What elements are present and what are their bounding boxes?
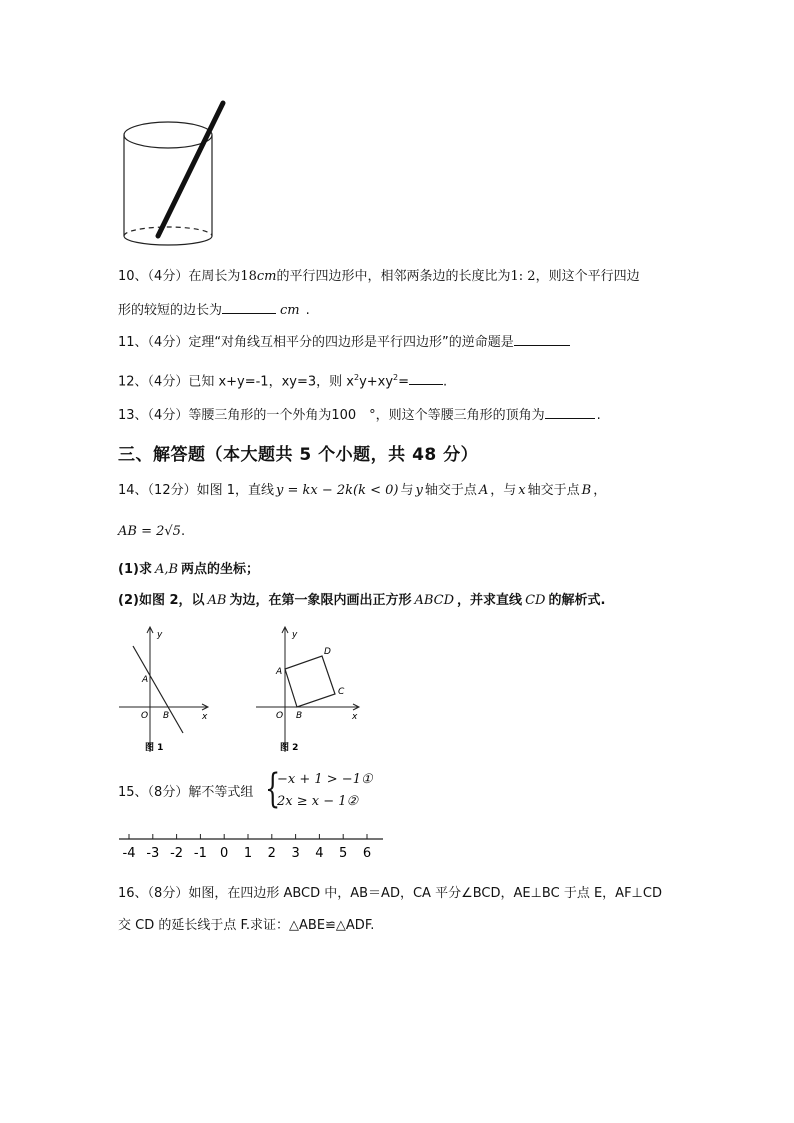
q14-part2-cd: CD bbox=[525, 593, 546, 608]
cylinder-straw-figure bbox=[112, 95, 232, 255]
number-line-label: 3 bbox=[291, 846, 300, 861]
q12-mid: y+xy bbox=[359, 374, 394, 390]
fig1-label-b: B bbox=[163, 711, 170, 721]
section-3-heading: 三、解答题（本大题共 5 个小题，共 48 分） bbox=[118, 445, 479, 465]
number-line-label: -3 bbox=[146, 846, 160, 861]
question-10-line2 bbox=[118, 300, 310, 320]
q14-prefix: 14、（12分）如图 1，直线 bbox=[118, 483, 274, 498]
fig2-label-d: D bbox=[324, 647, 331, 657]
fig2-label-b: B bbox=[296, 711, 303, 721]
q14-x-axis: x bbox=[518, 483, 526, 498]
q16-line2: 交 CD 的延长线于点 F.求证：△ABE≌△ADF. bbox=[118, 918, 375, 933]
number-line-label: -1 bbox=[193, 846, 207, 861]
q10-answer-blank[interactable] bbox=[222, 300, 276, 314]
q13-answer-blank[interactable] bbox=[545, 405, 595, 419]
q14-mid4: 轴交于点 bbox=[527, 483, 580, 498]
q14-part2-square: ABCD bbox=[414, 593, 455, 608]
number-line-label: 1 bbox=[243, 846, 253, 861]
fig2-label-o: O bbox=[276, 711, 284, 721]
q14-ab-equation: AB = 2√5 bbox=[118, 524, 181, 539]
straw bbox=[158, 103, 223, 236]
q15-text: 15、（8分）解不等式组 bbox=[118, 785, 254, 800]
q10-value: 18 bbox=[240, 269, 257, 284]
q14-end: ， bbox=[593, 483, 607, 498]
q10-prefix: 10、（4分）在周长为 bbox=[118, 269, 241, 284]
q14-part2-prefix: (2) bbox=[118, 593, 139, 608]
number-line-label: -4 bbox=[122, 846, 136, 861]
q12-suffix: = bbox=[398, 374, 410, 390]
q14-point-a: A bbox=[478, 483, 489, 498]
q16-line1: 16、（8分）如图，在四边形 ABCD 中，AB＝AD，CA 平分∠BCD，AE⊥BC 于点 E，AF⊥CD bbox=[118, 886, 662, 901]
q15-ineq1: −x + 1 > −1① bbox=[277, 772, 373, 787]
number-line-label: 0 bbox=[220, 846, 229, 861]
q11-answer-blank[interactable] bbox=[514, 332, 570, 346]
q10-suffix: ，则这个平行四边 bbox=[535, 269, 640, 284]
q15-ineq2: 2x ≥ x − 1② bbox=[277, 794, 359, 809]
q14-ab-end: . bbox=[180, 524, 186, 539]
q14-mid2: 轴交于点 bbox=[424, 483, 477, 498]
q12-sup2: 2 bbox=[393, 373, 399, 382]
q10-mid: 的平行四边形中，相邻两条边的长度比为 bbox=[276, 269, 511, 284]
q12-end: . bbox=[443, 374, 448, 390]
question-13 bbox=[118, 405, 601, 425]
fig1-caption: 图 1 bbox=[145, 743, 164, 753]
fig1-label-a: A bbox=[142, 675, 149, 685]
number-line-label: -2 bbox=[170, 846, 184, 861]
q14-point-b: B bbox=[581, 483, 592, 498]
q14-y-axis: y bbox=[415, 483, 423, 498]
question-15 bbox=[118, 784, 253, 802]
cylinder-bottom-front bbox=[124, 236, 212, 245]
q12-answer-blank[interactable] bbox=[409, 371, 443, 385]
fig2-label-c: C bbox=[338, 687, 345, 697]
q10-unit: cm bbox=[256, 269, 277, 284]
q14-part2-end: 的解析式. bbox=[548, 593, 606, 608]
question-14-part2 bbox=[118, 592, 605, 610]
q13-end: . bbox=[596, 408, 601, 423]
q14-part1-points: A,B bbox=[154, 562, 179, 577]
q13-text: 13、（4分）等腰三角形的一个外角为100 °，则这个等腰三角形的顶角为 bbox=[118, 408, 545, 423]
fig1-label-o: O bbox=[141, 711, 149, 721]
number-line bbox=[115, 828, 390, 864]
number-line-label: 4 bbox=[315, 846, 324, 861]
q15-brace: { bbox=[265, 766, 281, 812]
fig2-caption: 图 2 bbox=[280, 743, 299, 753]
number-line-label: 2 bbox=[267, 846, 276, 861]
figure-2 bbox=[252, 622, 364, 757]
fig2-square-abcd bbox=[285, 656, 335, 707]
q14-part2-mid: 为边，在第一象限内画出正方形 bbox=[229, 593, 412, 608]
question-14-ab bbox=[118, 523, 185, 541]
q14-mid: 与 bbox=[400, 483, 414, 498]
fig2-label-y: y bbox=[292, 630, 298, 640]
q14-part1-text: 求 bbox=[138, 562, 152, 577]
q10-line2-unit: cm bbox=[280, 303, 300, 318]
q14-part1-prefix: (1) bbox=[118, 562, 139, 577]
q14-part2-text: 如图 2，以 bbox=[138, 593, 205, 608]
question-16-line1 bbox=[118, 885, 662, 903]
question-14-part1 bbox=[118, 561, 259, 579]
q12-sup1: 2 bbox=[353, 373, 360, 382]
q11-text: 11、（4分）定理“对角线互相平分的四边形是平行四边形”的逆命题是 bbox=[118, 335, 514, 350]
q14-part2-ab: AB bbox=[207, 593, 227, 608]
fig1-label-y: y bbox=[157, 630, 163, 640]
number-line-label: 5 bbox=[339, 846, 348, 861]
fig1-label-x: x bbox=[202, 712, 208, 722]
q10-line2-prefix: 形的较短的边长为 bbox=[118, 303, 223, 318]
question-16-line2 bbox=[118, 917, 374, 935]
question-10-line1 bbox=[118, 268, 640, 286]
q14-equation: y = kx − 2k(k < 0) bbox=[276, 483, 399, 498]
q12-prefix: 12、（4分）已知 x+y=-1，xy=3，则 x bbox=[118, 374, 354, 390]
q14-mid3: ，与 bbox=[490, 483, 517, 498]
q10-ratio: 1: 2 bbox=[510, 269, 536, 284]
fig2-label-x: x bbox=[352, 712, 358, 722]
question-11 bbox=[118, 332, 570, 352]
q14-part2-mid2: ，并求直线 bbox=[457, 593, 523, 608]
question-14-line1 bbox=[118, 482, 606, 500]
cylinder-bottom-back-dashed bbox=[124, 227, 212, 236]
q10-line2-end: . bbox=[305, 303, 310, 318]
question-12 bbox=[118, 369, 447, 391]
figure-1 bbox=[115, 622, 220, 757]
q14-part1-end: 两点的坐标； bbox=[181, 562, 260, 577]
cylinder-top-ellipse bbox=[124, 122, 212, 148]
number-line-label: 6 bbox=[362, 846, 372, 861]
fig2-label-a: A bbox=[276, 667, 283, 677]
